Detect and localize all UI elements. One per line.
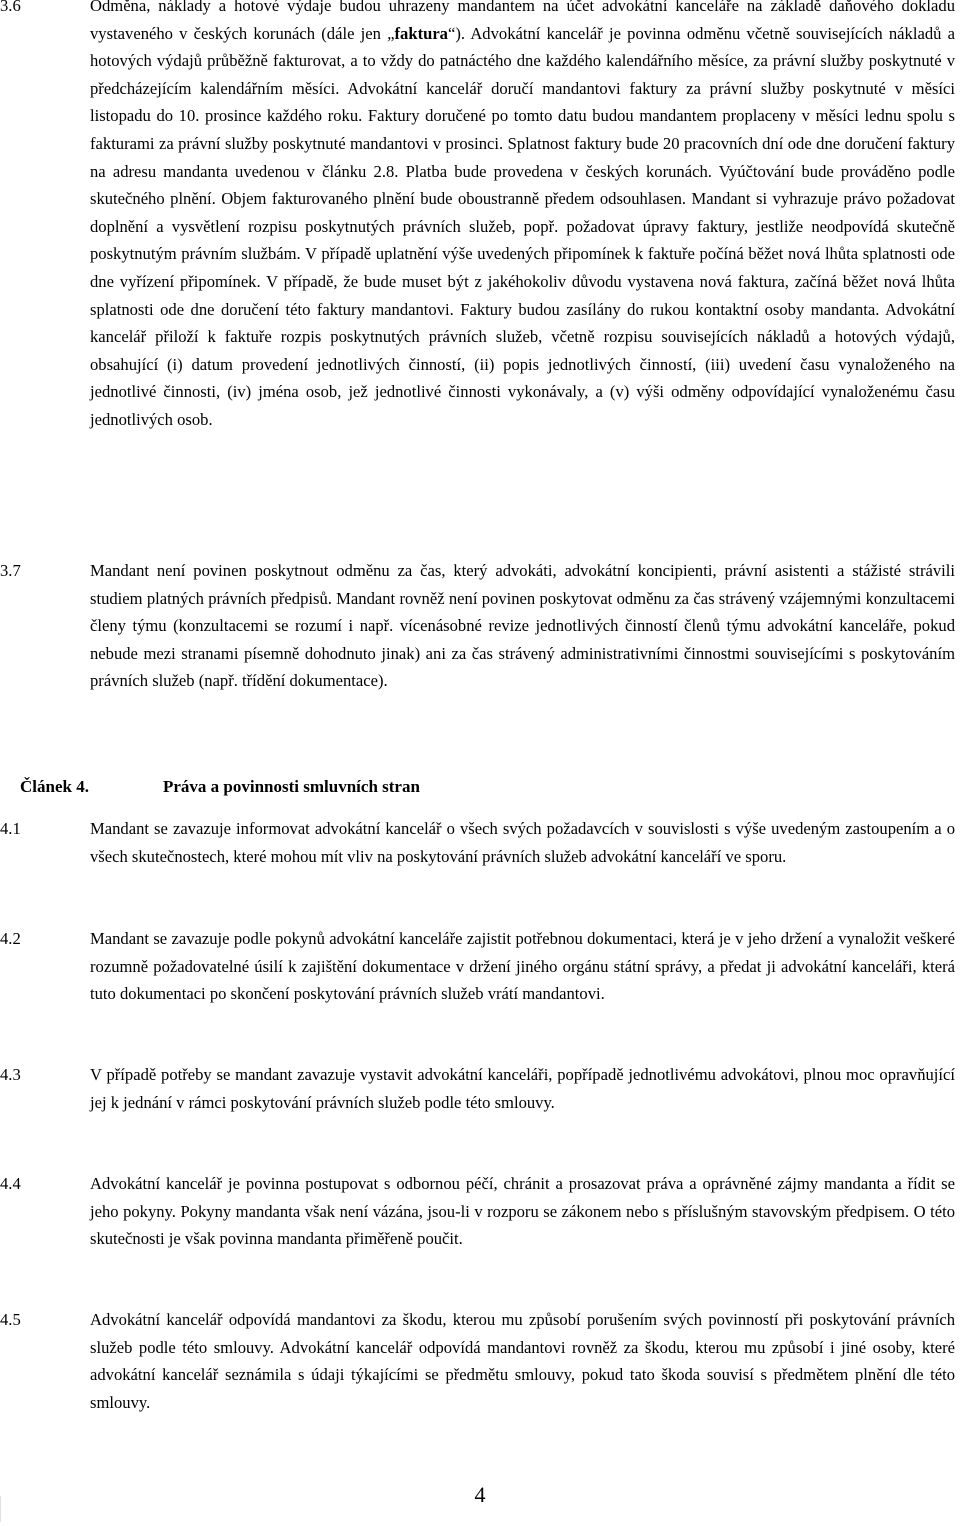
- page-number: 4: [474, 1482, 486, 1507]
- clause-text: Advokátní kancelář odpovídá mandantovi za škodu, kterou mu způsobí porušením svých povinností při poskytování právních služeb podle této smlouvy. Advokátní kancelář odpovídá mandantovi rovněž za škodu, kterou mu způsobí i jiné osoby, které advokátní kancelář seznámila s údaji týkajícími se předmětu smlouvy, pokud tato škoda souvisí s předmětem plnění dle této smlouvy.: [90, 1310, 955, 1412]
- clause-number: 4.4: [0, 1174, 21, 1193]
- clause-4-5: [0, 1306, 955, 1416]
- clause-text: Mandant není povinen poskytnout odměnu za čas, který advokáti, advokátní koncipienti, právní asistenti a stážisté strávili studiem platných právních předpisů. Mandant rovněž není povinen poskytovat odměnu za čas strávený vzájemnými konzultacemi členy týmu (konzultacemi se rozumí i např. vícenásobné revize jednotlivých činností členů týmu advokátní kanceláře, pokud nebude mezi stranami písemně dohodnuto jinak) ani za čas strávený administrativními činnostmi souvisejícími s poskytováním právních služeb (např. třídění dokumentace).: [90, 561, 955, 691]
- clause-number: 3.6: [0, 0, 21, 15]
- clause-4-1: [0, 815, 955, 870]
- clause-text-part: Odměna, náklady a hotové výdaje budou uhrazeny mandantem na účet advokátní kanceláře na základě daňového dokladu vystaveného v českých korunách (dále jen „: [90, 0, 955, 43]
- clause-number: 4.1: [0, 819, 21, 838]
- clause-4-4: [0, 1170, 955, 1253]
- defined-term: faktura: [394, 23, 448, 43]
- clause-text: [90, 0, 955, 434]
- clause-number: 3.7: [0, 561, 21, 580]
- clause-text: V případě potřeby se mandant zavazuje vystavit advokátní kanceláři, popřípadě jednotlivému advokátovi, plnou moc opravňující jej k jednání v rámci poskytování právních služeb podle této smlouvy.: [90, 1065, 955, 1112]
- clause-number: 4.2: [0, 929, 21, 948]
- clause-text-part: “). Advokátní kancelář je povinna odměnu včetně souvisejících nákladů a hotových výdajů průběžně fakturovat, a to vždy do patnáctého dne každého kalendářního měsíce, za právní služby poskytnuté v předcházejícím kalendářním měsíci. Advokátní kancelář doručí mandantovi faktury za právní služby poskytnuté v měsíci listopadu do 10. prosince každého roku. Faktury doručené po tomto datu budou mandantem proplaceny v měsíci lednu spolu s fakturami za právní služby poskytnuté mandantovi v prosinci. Splatnost faktury bude 20 pracovních dní ode dne doručení faktury na adresu mandanta uvedenou v článku 2.8. Platba bude provedena v českých korunách. Vyúčtování bude prováděno podle skutečného plnění. Objem fakturovaného plnění bude oboustranně předem odsouhlasen. Mandant si vyhrazuje právo požadovat doplnění a vysvětlení rozpisu poskytnutých právních služeb, popř. požadovat úpravy faktury, jestliže neodpovídá skutečně poskytnutým právním službám. V případě uplatnění výše uvedených připomínek k faktuře počíná běžet nová lhůta splatnosti ode dne vyřízení připomínek. V případě, že bude muset být z jakéhokoliv důvodu vystavena nová faktura, začíná běžet nová lhůta splatnosti ode dne doručení této faktury mandantovi. Faktury budou zasílány do rukou kontaktní osoby mandanta. Advokátní kancelář přiloží k faktuře rozpis poskytnutých právních služeb, včetně rozpisu souvisejících nákladů a hotových výdajů, obsahující (i) datum provedení jednotlivých činností, (ii) popis jednotlivých činností, (iii) uvedení času vynaloženého na jednotlivé činnosti, (iv) jména osob, jež jednotlivé činnosti vykonávaly, a (v) výši odměny odpovídající vynaloženému času jednotlivých osob.: [90, 23, 955, 429]
- clause-text: Mandant se zavazuje podle pokynů advokátní kanceláře zajistit potřebnou dokumentaci, která je v jeho držení a vynaložit veškeré rozumně požadovatelné úsilí k zajištění dokumentace v držení jiného orgánu státní správy, a předat ji advokátní kanceláři, která tuto dokumentaci po skončení poskytování právních služeb vrátí mandantovi.: [90, 929, 955, 1004]
- clause-number: 4.5: [0, 1310, 21, 1329]
- clause-text: Mandant se zavazuje informovat advokátní kancelář o všech svých požadavcích v souvislosti s výše uvedeným zastoupením a o všech skutečnostech, které mohou mít vliv na poskytování právních služeb advokátní kanceláří ve sporu.: [90, 819, 955, 866]
- clause-text: Advokátní kancelář je povinna postupovat s odbornou péčí, chránit a prosazovat práva a oprávněné zájmy mandanta a řídit se jeho pokyny. Pokyny mandanta však není vázána, jsou-li v rozporu se zákonem nebo s příslušným stavovským předpisem. O této skutečnosti je však povinna mandanta přiměřeně poučit.: [90, 1174, 955, 1249]
- article-title: Práva a povinnosti smluvních stran: [163, 777, 420, 796]
- clause-3-6: [0, 0, 955, 434]
- clause-number: 4.3: [0, 1065, 21, 1084]
- clause-4-2: [0, 925, 955, 1008]
- clause-4-3: [0, 1061, 955, 1116]
- article-number: Článek 4.: [20, 777, 89, 796]
- clause-3-7: [0, 557, 955, 695]
